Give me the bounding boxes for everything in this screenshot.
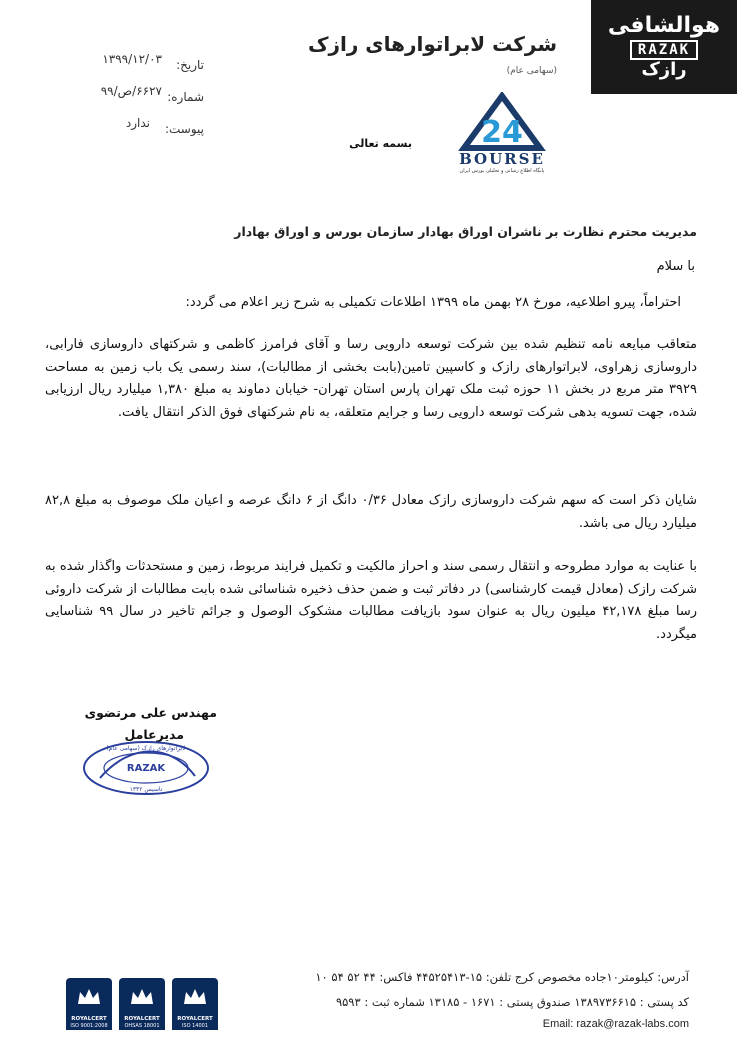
signatory-title: مدیرعامل [124,727,184,742]
cert-badge-1 [66,978,112,1030]
paragraph-2: شایان ذکر است که سهم شرکت داروسازی رازک معادل ۰/۳۶ دانگ از ۶ دانگ عرصه و اعیان ملک موصوف به مبلغ ۸۲,۸ میلیارد ریال می باشد. [45,493,697,531]
logo-english: RAZAK [630,40,698,60]
footer-postal: کد پستی : ۱۳۸۹۷۳۶۶۱۵ صندوق پستی : ۱۶۷۱ - ۱۳۱۸۵ شماره ثبت : ۹۵۹۳ [335,995,689,1009]
cert-brand: ROYALCERT [172,1016,218,1023]
bismillah: بسمه تعالی [349,137,412,150]
company-name: شرکت لابراتوارهای رازک [307,32,557,56]
crown-icon [76,986,102,1008]
attachment-value: ندارد [125,116,150,130]
stamp-year-text: تاسیس ۱۳۴۲ [129,786,163,793]
addressee: مدیریت محترم نظارت بر ناشران اوراق بهادار سازمان بورس و اوراق بهادار [234,224,697,239]
cert-badge-3 [172,978,218,1030]
bourse-subtitle: پایگاه اطلاع رسانی و تحلیلی بورس ایران [459,168,545,174]
cert-brand: ROYALCERT [119,1016,165,1023]
greeting: با سلام [656,259,695,274]
intro-paragraph: احتراماً، پیرو اطلاعیه، مورخ ۲۸ بهمن ماه ۱۳۹۹ اطلاعات تکمیلی به شرح زیر اعلام می گردد: [185,295,681,310]
crown-icon [129,986,155,1008]
company-logo [591,0,737,94]
cert-standard: OHSAS 18001 [119,1023,165,1030]
stamp-ring-text: لابراتوارهای رازک (سهامی عام) [106,745,186,752]
cert-brand: ROYALCERT [66,1016,112,1023]
logo-arabic-top: هوالشافی [607,13,721,38]
cert-standard: ISO 14001 [172,1023,218,1030]
stamp-center-text: RAZAK [126,763,166,774]
crown-icon [182,986,208,1008]
cert-badge-2 [119,978,165,1030]
number-label: شماره: [167,90,204,104]
footer-address: آدرس: کیلومتر۱۰جاده مخصوص کرج تلفن: ۱۵-۴۴۵۲۵۴۱۳ فاکس: ۴۴ ۵۲ ۵۴ ۱۰ [315,970,689,984]
logo-arabic-bottom: رازک [641,59,687,80]
number-value: ۶۶۲۷/ص/۹۹ [100,84,162,98]
date-value: ۱۳۹۹/۱۲/۰۳ [102,52,162,66]
footer-email: Email: razak@razak-labs.com [542,1018,689,1030]
date-label: تاریخ: [176,58,204,72]
company-stamp [80,738,212,798]
paragraph-3: با عنایت به موارد مطروحه و انتقال رسمی سند و احراز مالکیت و تکمیل فرایند مربوط، زمین و مستحدثات واگذار شده به شرکت رازک (معادل قیمت کارشناسی) در دفاتر ثبت و ضمن حذف ذخیره شناسائی شده بابت مطالبات از شرکت داروئی رسا مبلغ ۴۲,۱۷۸ میلیون ریال به عنوان سود بازیافت مطالبات مشکوک الوصول و جرائم تاخیر در سال ۹۹ شناسایی میگردد. [45,559,697,642]
company-subtitle: (سهامی عام) [506,66,557,76]
attachment-label: پیوست: [164,122,204,136]
bourse-24-icon: 24 [481,115,523,150]
bourse-text: BOURSE [459,150,545,168]
paragraph-1: متعاقب مبایعه نامه تنظیم شده بین شرکت توسعه دارویی رسا و آقای فرامرز کاظمی و شرکتهای داروسازی فارابی، داروسازی زهراوی، لابراتوارهای رازک و کاسپین تامین(بابت بخشی از مطالبات)، سند رسمی یک باب زمین به مساحت ۳۹۲۹ متر مربع در بخش ۱۱ حوزه ثبت ملک تهران پارس استان تهران- خیابان دماوند به مبلغ ۱,۳۸۰ میلیارد ریال ارزیابی شده، جهت تسویه بدهی شرکت توسعه دارویی رسا و جرایم متعلقه، به نام شرکتهای فوق الذکر انتقال یافت. [45,337,697,420]
cert-standard: ISO 9001:2008 [66,1023,112,1030]
signatory-name: مهندس علی مرتضوی [84,705,217,720]
